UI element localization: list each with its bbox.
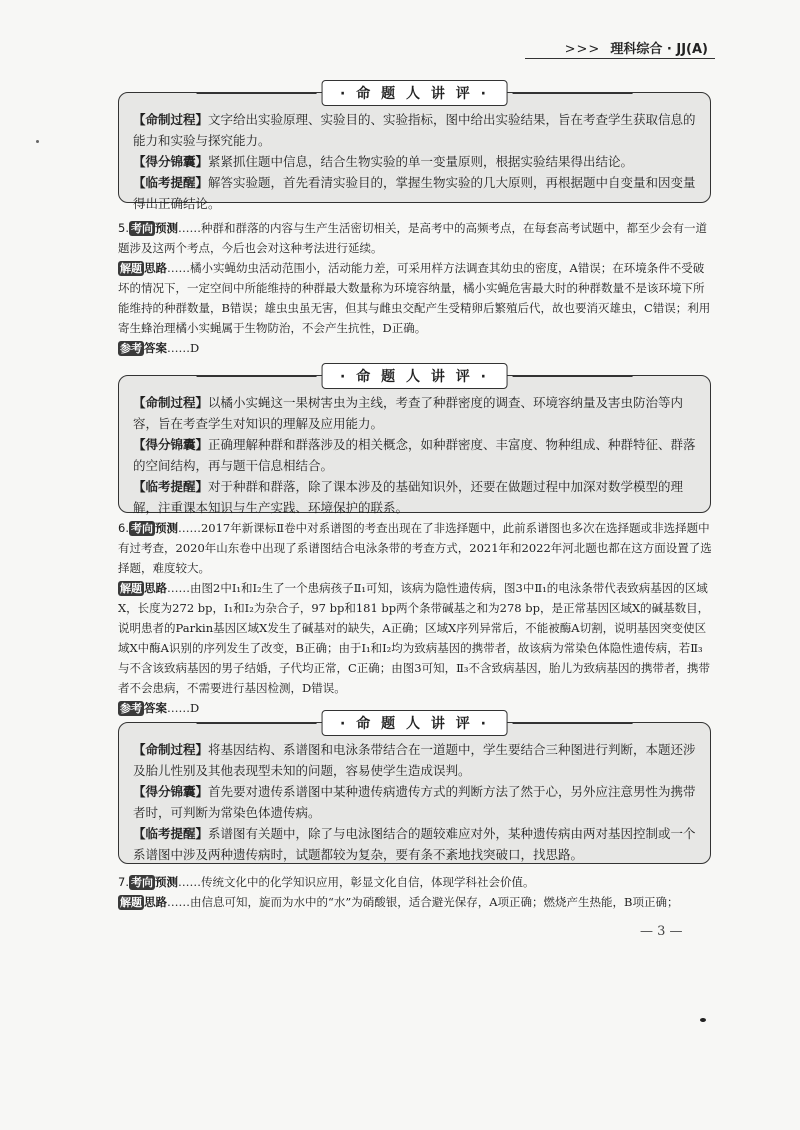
solution-text: ……由图2中Ⅰ₁和Ⅰ₂生了一个患病孩子Ⅱ₁可知，该病为隐性遗传病，图3中Ⅱ₁的电泳条带代表致病基因的区域X，长度为272 bp，Ⅰ₁和Ⅰ₂为杂合子，97 bp和181 bp两个条带碱基之和为278 bp，是正常基因区域X的碱基数目，说明患者的Parkin基因区域X发生了碱基对的缺失，A正确；区域X序列异常后，不能被酶A切割，说明基因突变使区域X中酶A识别的序列发生了改变，B正确；由于Ⅰ₁和Ⅰ₂均为致病基因的携带者，故该病为常染色体隐性遗传病，若Ⅱ₃与不含该致病基因的男子结婚，子代均正常，C正确；由图3可知，Ⅱ₃不含致病基因，胎儿为致病基因的携带者，携带者不会患病，不需要进行基因检测，D错误。 — [118, 581, 711, 695]
prediction-text: ……2017年新课标Ⅱ卷中对系谱图的考查出现在了非选择题中，此前系谱图也多次在选择题或非选择题中有过考查，2020年山东卷中出现了系谱图结合电泳条带的考查方式，2021年和2022年河北题也都在这方面设置了选择题，难度较大。 — [118, 521, 712, 575]
comment-item — [133, 739, 700, 781]
answer-badge: 参考 — [120, 342, 142, 355]
header-rule — [525, 58, 715, 59]
solution-text: ……由信息可知，旋而为水中的“水”为硝酸银，适合避光保存，A项正确；燃烧产生热能，B项正确； — [167, 895, 679, 909]
q5-answer — [118, 338, 713, 358]
solution-badge: 解题 — [120, 896, 142, 909]
comment-item — [133, 172, 700, 214]
comment-text: 对于种群和群落，除了课本涉及的基础知识外，还要在做题过程中加深对数学模型的理解，注重课本知识与生产实践、环境保护的联系。 — [133, 479, 684, 515]
prediction-label: 预测 — [154, 521, 178, 535]
comment-item — [133, 476, 700, 518]
prediction-text: ……传统文化中的化学知识应用，彰显文化自信，体现学科社会价值。 — [177, 875, 535, 889]
comment-text: 首先要对遗传系谱图中某种遗传病遗传方式的判断方法了然于心，另外应注意男性为携带者时，可判断为常染色体遗传病。 — [133, 784, 696, 820]
comment-tag: 【得分锦囊】 — [133, 784, 209, 799]
comment-item — [133, 434, 700, 476]
question-5 — [118, 218, 713, 358]
comment-tag: 【得分锦囊】 — [133, 154, 209, 169]
page-number: — 3 — — [640, 924, 683, 939]
comment-item — [133, 823, 700, 865]
header-title: 理科综合 · JJ(A) — [610, 42, 708, 57]
comment-tag: 【临考提醒】 — [133, 175, 209, 190]
comment-box-body — [133, 739, 700, 865]
solution-badge: 解题 — [120, 262, 142, 275]
comment-item — [133, 392, 700, 434]
question-number: 5. — [118, 221, 129, 235]
comment-text: 正确理解种群和群落涉及的相关概念，如种群密度、丰富度、物种组成、种群特征、群落的空间结构，再与题干信息相结合。 — [133, 437, 696, 473]
comment-text: 系谱图有关题中，除了与电泳图结合的题较难应对外，某种遗传病由两对基因控制或一个系谱图中涉及两种遗传病时，试题都较为复杂，要有条不紊地找突破口，找思路。 — [133, 826, 696, 862]
prediction-text: ……种群和群落的内容与生产生活密切相关，是高考中的高频考点，在每套高考试题中，都至少会有一道题涉及这两个考点，今后也会对这种考法进行延续。 — [118, 221, 707, 255]
comment-box-2 — [118, 369, 711, 515]
solution-label: 思路 — [144, 895, 167, 909]
solution-label: 思路 — [144, 261, 167, 275]
question-number: 7. — [118, 875, 129, 889]
comment-item — [133, 151, 700, 172]
question-6 — [118, 518, 713, 718]
solution-label: 思路 — [144, 581, 167, 595]
scan-dot — [36, 140, 39, 143]
comment-tag: 【命制过程】 — [133, 742, 209, 757]
page-header — [565, 38, 708, 57]
answer-label: 答案 — [144, 341, 167, 355]
comment-tag: 【得分锦囊】 — [133, 437, 209, 452]
comment-item — [133, 109, 700, 151]
comment-box-1 — [118, 86, 711, 211]
comment-box-title: · 命 题 人 讲 评 · — [321, 80, 508, 106]
comment-text: 将基因结构、系谱图和电泳条带结合在一道题中，学生要结合三种图进行判断，本题还涉及胎儿性别及其他表现型未知的问题，容易使学生造成误判。 — [133, 742, 696, 778]
answer-badge: 参考 — [120, 702, 142, 715]
comment-box-title: · 命 题 人 讲 评 · — [321, 363, 508, 389]
solution-badge: 解题 — [120, 582, 142, 595]
comment-box-3 — [118, 716, 711, 864]
comment-box-body — [133, 392, 700, 518]
comment-box-title: · 命 题 人 讲 评 · — [321, 710, 508, 736]
answer-label: 答案 — [144, 701, 167, 715]
comment-tag: 【命制过程】 — [133, 112, 209, 127]
comment-tag: 【命制过程】 — [133, 395, 209, 410]
q6-prediction — [118, 518, 713, 578]
prediction-label: 预测 — [154, 221, 178, 235]
header-arrows: >>> — [564, 42, 601, 57]
comment-item — [133, 781, 700, 823]
comment-tag: 【临考提醒】 — [133, 479, 209, 494]
prediction-badge: 考向 — [130, 222, 153, 235]
q7-solution — [118, 892, 713, 912]
question-7 — [118, 872, 713, 912]
comment-box-body — [133, 109, 700, 214]
comment-text: 解答实验题，首先看清实验目的，掌握生物实验的几大原则，再根据题中自变量和因变量得出正确结论。 — [133, 175, 696, 211]
comment-text: 文字给出实验原理、实验目的、实验指标，图中给出实验结果，旨在考查学生获取信息的能力和实验与探究能力。 — [133, 112, 696, 148]
q6-solution — [118, 578, 713, 698]
q7-prediction — [118, 872, 713, 892]
comment-text: 以橘小实蝇这一果树害虫为主线，考查了种群密度的调查、环境容纳量及害虫防治等内容，旨在考查学生对知识的理解及应用能力。 — [133, 395, 684, 431]
solution-text: ……橘小实蝇幼虫活动范围小，活动能力差，可采用样方法调查其幼虫的密度，A错误；在环境条件不受破坏的情况下，一定空间中所能维持的种群最大数量称为环境容纳量，橘小实蝇危害最大时的种群数量不是该环境下所能维持的种群数量，B错误；雄虫虫虽无害，但其与雌虫交配产生受精卵后繁殖后代，故也要消灭雄虫，C错误；利用寄生蜂治理橘小实蝇属于生物防治，不会产生抗性，D正确。 — [118, 261, 711, 335]
scan-mark — [700, 1018, 706, 1022]
comment-tag: 【临考提醒】 — [133, 826, 209, 841]
prediction-label: 预测 — [154, 875, 178, 889]
answer-text: ……D — [167, 341, 200, 355]
prediction-badge: 考向 — [130, 522, 153, 535]
answer-text: ……D — [167, 701, 200, 715]
question-number: 6. — [118, 521, 129, 535]
comment-text: 紧紧抓住题中信息，结合生物实验的单一变量原则，根据实验结果得出结论。 — [208, 154, 634, 169]
q5-solution — [118, 258, 713, 338]
q5-prediction — [118, 218, 713, 258]
prediction-badge: 考向 — [130, 876, 153, 889]
